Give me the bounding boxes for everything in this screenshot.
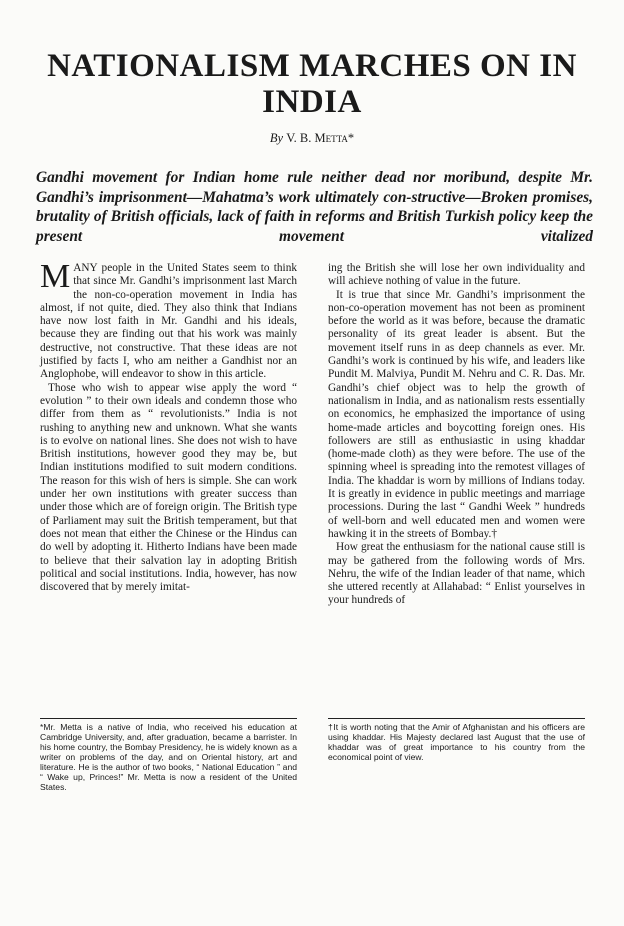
right-column [328, 262, 585, 608]
byline-author: V. B. Metta* [286, 131, 355, 145]
left-column [40, 258, 297, 594]
paragraph-4: It is true that since Mr. Gandhi’s imprisonment the non-co-operation movement has not been as prominent before the world as it was before, because the dramatic personality of its great leader is absent. But the movement itself runs in as deep channels as ever. Mr. Gandhi’s work is continued by his wife, and leaders like Pundit M. Malviya, Pundit M. Nehru and C. R. Das. Mr. Gandhi’s chief object was to help the growth of nationalism in India, and as nationalism rests essentially on economics, he emphasized the importance of using home-made articles and boycotting foreign ones. His followers are still as enthusiastic in using khaddar (home-made cloth) as they were before. The use of the spinning wheel is spreading into the remotest villages of India. The khaddar is worn by millions of Indians today. It is greatly in evidence in public meetings and marriage processions. During the last “ Gandhi Week ” hundreds of well-born and well educated men and women were hawking it in the streets of Bombay.† [328, 288, 585, 540]
byline-by: By [269, 131, 284, 145]
paragraph-2: Those who wish to appear wise apply the word “ evolution ” to their own ideals and condemn those who differ from them as “ revolutionists.” India is not rushing to anything new and unknown. What she wants is to evolve on national lines. She does not wish to have British institutions, however good they may be, but Indian institutions modified to suit modern conditions. The reason for this wish of hers is simple. She can work under her own institutions with greater success than under those which are of foreign origin. The British type of Parliament may suit the British temperament, but that does not mean that either the Chinese or the Hindus can do well by adopting it. Hitherto Indians have been made to believe that their salvation lay in adopting British political and social institutions. India, however, has now discovered that by merely imitat- [40, 381, 297, 594]
article-subtitle: Gandhi movement for Indian home rule neither dead nor moribund, despite Mr. Gandhi’s imprisonment—Mahatma’s work ultimately con-structive—Broken promises, brutality of British officials, lack of faith in reforms and British Turkish policy keep the present movement vitalized [36, 169, 593, 245]
drop-cap: M [40, 258, 71, 295]
paragraph-3: ing the British she will lose her own individuality and will achieve nothing of value in the future. [328, 262, 585, 288]
footnote-divider-right [328, 718, 585, 719]
paragraph-1-text: ANY people in the United States seem to think that since Mr. Gandhi’s imprisonment last March the non-co-operation movement in India has almost, if not quite, died. They also think that Indians have now lost faith in Mr. Gandhi and his ideals, because they are finding out that his work was mainly destructive, not constructive. That these ideas are not justified by facts I, who am neither a Gandhist nor an Anglophobe, will endeavor to show in this article. [40, 262, 297, 381]
byline [0, 131, 624, 146]
paragraph-5: How great the enthusiasm for the national cause still is may be gathered from the following words of Mrs. Nehru, the wife of the Indian leader of that name, which she uttered recently at Allahabad: “ Enlist yourselves in your hundreds of [328, 541, 585, 607]
article-title: NATIONALISM MARCHES ON IN INDIA [47, 48, 577, 120]
paragraph-1 [40, 258, 297, 382]
footnote-divider-left [40, 718, 297, 719]
footnote-author: *Mr. Metta is a native of India, who received his education at Cambridge University, and, after graduation, became a barrister. In his home country, the Bombay Presidency, he is widely known as a writer on problems of the day, and on Oriental history, art and literature. He is the author of two books, “ National Education ” and “ Wake up, Princes!” Mr. Metta is now a resident of the United States. [40, 722, 297, 792]
footnote-dagger: †It is worth noting that the Amir of Afghanistan and his officers are using khaddar. His Majesty declared last August that the use of khaddar was of great importance to his country from the economical point of view. [328, 722, 585, 762]
